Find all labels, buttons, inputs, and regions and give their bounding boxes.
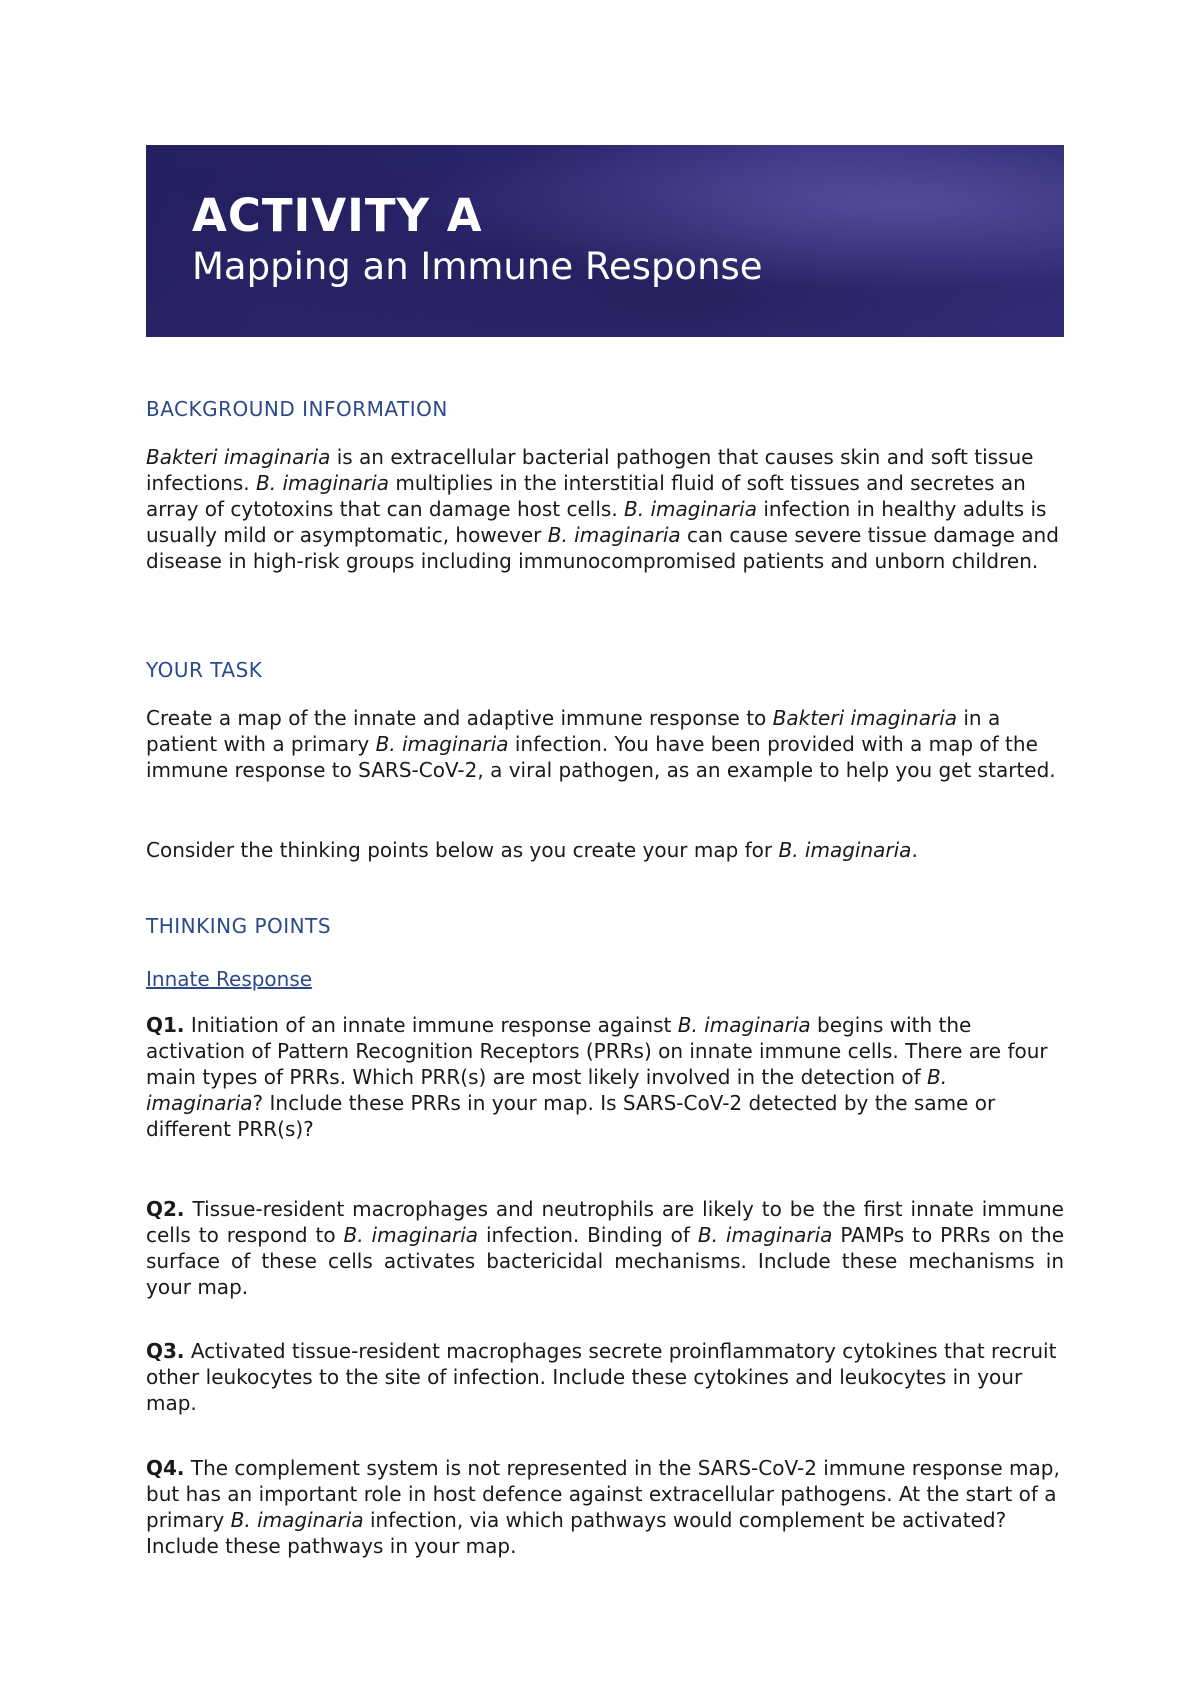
text-run: Activated tissue-resident macrophages secrete proinflammatory cytokines that recruit other leukocytes to the site of infection. Include these cytokines and leukocytes in your map. [146,1339,1057,1415]
text-run: ? Include these PRRs in your map. Is SARS-CoV-2 detected by the same or different PRR(s)? [146,1091,996,1141]
question-label: Q2. [146,1197,185,1221]
innate-response-subheading: Innate Response [146,967,313,991]
italic-text: Bakteri imaginaria [772,706,958,730]
italic-text: B. imaginaria [624,497,757,521]
task-paragraph [146,705,1064,783]
italic-text: B. imaginaria [778,838,912,862]
text-run: The complement system is not represented in the SARS-CoV-2 immune response map, but has an important role in host defence against extracellular pathogens. At the start of a primary [146,1456,1060,1532]
italic-text: Bakteri imaginaria [146,445,331,469]
text-run: Consider the thinking points below as you create your map for [146,838,779,862]
italic-text: B. imaginaria [146,1065,948,1115]
task-instruction [146,837,1064,863]
text-run: is an extracellular bacterial pathogen that causes skin and soft tissue infections. [146,445,1034,495]
italic-text: B. imaginaria [677,1013,811,1037]
activity-subtitle: Mapping an Immune Response [192,245,763,288]
text-run: in a patient with a primary [146,706,1001,756]
text-run: Tissue-resident macrophages and neutrophils are likely to be the first innate immune cells to respond to [146,1197,1064,1247]
task-heading: YOUR TASK [146,658,263,682]
text-run: infection in healthy adults is usually mild or asymptomatic, however [146,497,1047,547]
question-q4 [146,1455,1064,1559]
activity-banner [146,145,1064,337]
italic-text: B. imaginaria [697,1223,833,1247]
thinking-points-heading: THINKING POINTS [146,914,332,938]
text-run: infection. You have been provided with a map of the immune response to SARS-CoV-2, a viral pathogen, as an example to help you get started. [146,732,1056,782]
text-run: can cause severe tissue damage and disease in high-risk groups including immunocompromised patients and unborn children. [146,523,1059,573]
italic-text: B. imaginaria [547,523,681,547]
text-run: begins with the activation of Pattern Recognition Receptors (PRRs) on innate immune cells. There are four main types of PRRs. Which PRR(s) are most likely involved in the detection of [146,1013,1048,1089]
question-label: Q3. [146,1339,185,1363]
question-q1 [146,1012,1064,1142]
italic-text: B. imaginaria [343,1223,479,1247]
background-heading: BACKGROUND INFORMATION [146,397,448,421]
text-run: multiplies in the interstitial fluid of soft tissues and secretes an array of cytotoxins that can damage host cells. [146,471,1026,521]
text-run: infection, via which pathways would complement be activated? Include these pathways in your map. [146,1508,1007,1558]
document-page [146,145,1065,1558]
text-run: infection. Binding of [478,1223,698,1247]
question-q2 [146,1196,1064,1300]
background-paragraph [146,444,1064,574]
text-run: Create a map of the innate and adaptive immune response to [146,706,773,730]
question-label: Q1. [146,1013,185,1037]
text-run: Initiation of an innate immune response against [184,1013,678,1037]
italic-text: B. imaginaria [375,732,509,756]
italic-text: B. imaginaria [230,1508,364,1532]
text-run: PAMPs to PRRs on the surface of these cells activates bactericidal mechanisms. Include these mechanisms in your map. [146,1223,1065,1299]
question-q3 [146,1338,1064,1416]
italic-text: B. imaginaria [256,471,389,495]
text-run: . [911,838,918,862]
activity-title: ACTIVITY A [192,189,483,242]
question-label: Q4. [146,1456,185,1480]
